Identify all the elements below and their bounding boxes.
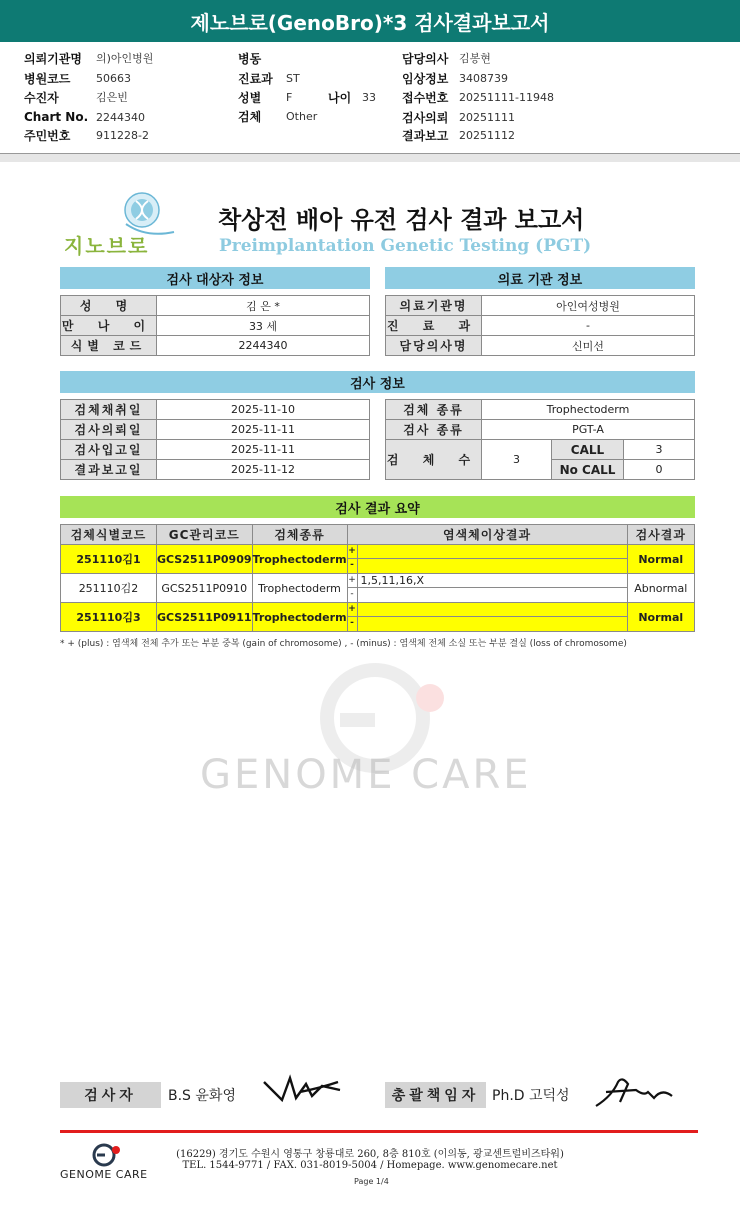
meta-value: 911228-2 [96,128,149,142]
karyotype-cell [347,574,627,603]
subject-value: 김 은 * [157,296,370,316]
col-header: 검체종류 [252,525,347,545]
exam-value: 2025-11-11 [157,420,370,440]
plus-sign: + [348,575,356,585]
subject-table [60,295,370,356]
exam-dates-table [60,399,370,480]
meta-row [402,107,515,127]
report-title: 착상전 배아 유전 검사 결과 보고서 [218,206,585,234]
exam-sample-table [385,399,695,480]
sample-code: 251110김1 [61,545,157,574]
meta-key: 담당의사 [402,51,449,66]
meta-key: 검사의뢰 [402,110,449,125]
sample-code: 251110김3 [61,603,157,632]
gain-text [358,545,361,558]
minus-sign: - [348,617,358,631]
subject-label: 만 나 이 [61,316,157,336]
subject-label: 성 명 [61,296,157,316]
meta-row [238,87,292,107]
section-summary: 검사 결과 요약 [60,496,695,518]
subject-value: 2244340 [157,336,370,356]
meta-row [402,125,515,145]
genobro-logo [62,192,182,256]
nocall-value: 0 [624,460,695,480]
exam-label: 검사의뢰일 [61,420,157,440]
table-row [61,603,695,632]
meta-key: 주민번호 [24,128,71,143]
meta-row [402,48,491,68]
section-subject: 검사 대상자 정보 [60,267,370,289]
meta-value: 20251111-11948 [459,90,554,104]
meta-row [238,106,317,126]
meta-key: 진료과 [238,71,273,86]
section-exam: 검사 정보 [60,371,695,393]
exam-label: 결과보고일 [61,460,157,480]
results-table [60,524,695,632]
gc-code: GCS2511P0909 [157,545,253,574]
sample-type: Trophectoderm [252,545,347,574]
logo-text: 지노브로 [64,234,150,258]
footer-address: (16229) 경기도 수원시 영통구 창룡대로 260, 8층 810호 (이의동, 광교센트럴비즈타워) [176,1149,564,1160]
sample-type: Trophectoderm [252,574,347,603]
meta-value: 3408739 [459,71,508,85]
meta-key: 접수번호 [402,90,449,105]
institution-value: 아인여성병원 [482,296,695,316]
meta-row [238,48,286,68]
loss-text [358,617,361,631]
meta-key: 의뢰기관명 [24,51,82,66]
result-value: Abnormal [627,574,694,603]
meta-row [402,68,508,88]
minus-sign: - [348,588,358,602]
page-divider [0,154,740,162]
institution-table [385,295,695,356]
test-type-value: PGT-A [482,420,695,440]
director-label: 총괄책임자 [385,1082,486,1108]
subject-label: 식별 코드 [61,336,157,356]
sample-type-label: 검체 종류 [386,400,482,420]
institution-label: 의료기관명 [386,296,482,316]
sample-type-value: Trophectoderm [482,400,695,420]
meta-row [24,87,128,107]
meta-row-age [328,87,376,107]
meta-key: Chart No. [24,110,89,124]
meta-row [24,68,131,88]
col-header: GC관리코드 [157,525,253,545]
sample-count-label: 검 체 수 [386,440,482,480]
exam-value: 2025-11-12 [157,460,370,480]
legend-footnote: * + (plus) : 염색체 전체 추가 또는 부분 중복 (gain of chromosome) , - (minus) : 염색체 전체 소실 또는 부분 결실 (loss of chromosome) [60,639,627,649]
meta-row [402,87,554,107]
karyotype-cell [347,545,627,574]
col-header: 검체식별코드 [61,525,157,545]
call-value: 3 [624,440,695,460]
patient-meta-panel [0,42,740,154]
footer-contact: TEL. 1544-9771 / FAX. 031-8019-5004 / Homepage. www.genomecare.net [182,1160,558,1171]
karyotype-cell [347,603,627,632]
director-signature-icon [592,1074,674,1110]
meta-key: 결과보고 [402,128,449,143]
institution-value: 신미선 [482,336,695,356]
exam-label: 검사입고일 [61,440,157,460]
meta-value: Other [286,109,318,123]
test-type-label: 검사 종류 [386,420,482,440]
institution-label: 진 료 과 [386,316,482,336]
plus-sign: + [348,604,356,614]
meta-value: 2244340 [96,110,145,124]
col-header: 검사결과 [627,525,694,545]
examiner-signature-icon [260,1072,344,1108]
result-value: Normal [627,603,694,632]
sample-count-value: 3 [482,440,552,480]
meta-row [238,68,300,88]
table-row [61,574,695,603]
minus-sign: - [348,559,358,573]
meta-value: ST [286,71,300,85]
meta-value: 20251112 [459,128,515,142]
col-header: 염색체이상결과 [347,525,627,545]
page-number: Page 1/4 [354,1177,389,1186]
loss-text [358,559,361,573]
gc-code: GCS2511P0911 [157,603,253,632]
meta-key: 나이 [328,90,352,105]
examiner-name: B.S 윤화영 [168,1088,236,1104]
exam-value: 2025-11-11 [157,440,370,460]
result-value: Normal [627,545,694,574]
meta-key: 병동 [238,51,262,66]
loss-text [358,588,361,602]
gc-code: GCS2511P0910 [157,574,253,603]
examiner-label: 검사자 [60,1082,161,1108]
call-label: CALL [552,440,624,460]
report-subtitle: Preimplantation Genetic Testing (PGT) [219,236,592,256]
nocall-label: No CALL [552,460,624,480]
meta-key: 임상정보 [402,71,449,86]
subject-value: 33 세 [157,316,370,336]
watermark-text: GENOME CARE [200,752,532,798]
meta-value: 33 [362,90,376,104]
meta-key: 성별 [238,90,262,105]
meta-row [24,48,153,68]
gain-text: 1,5,11,16,X [360,574,425,587]
director-name: Ph.D 고덕성 [492,1088,570,1104]
report-header-title: 제노브로(GenoBro)*3 검사결과보고서 [0,0,740,42]
gain-text [358,603,361,616]
meta-value: F [286,90,293,104]
meta-value: 김은빈 [96,91,128,104]
meta-row [24,107,145,127]
plus-sign: + [348,546,356,556]
footer-brand: GENOME CARE [60,1168,148,1181]
table-row [61,545,695,574]
exam-label: 검체채취일 [61,400,157,420]
meta-row [24,125,149,145]
meta-value: 김봉현 [459,52,491,65]
meta-key: 검체 [238,109,262,124]
meta-value: 50663 [96,71,131,85]
meta-value: 의)아인병원 [96,52,154,65]
sample-type: Trophectoderm [252,603,347,632]
exam-value: 2025-11-10 [157,400,370,420]
footer-rule [60,1130,698,1133]
sample-code: 251110김2 [61,574,157,603]
institution-value: - [482,316,695,336]
institution-label: 담당의사명 [386,336,482,356]
meta-key: 수진자 [24,90,59,105]
section-institution: 의료 기관 정보 [385,267,695,289]
meta-value: 20251111 [459,110,515,124]
meta-key: 병원코드 [24,71,71,86]
